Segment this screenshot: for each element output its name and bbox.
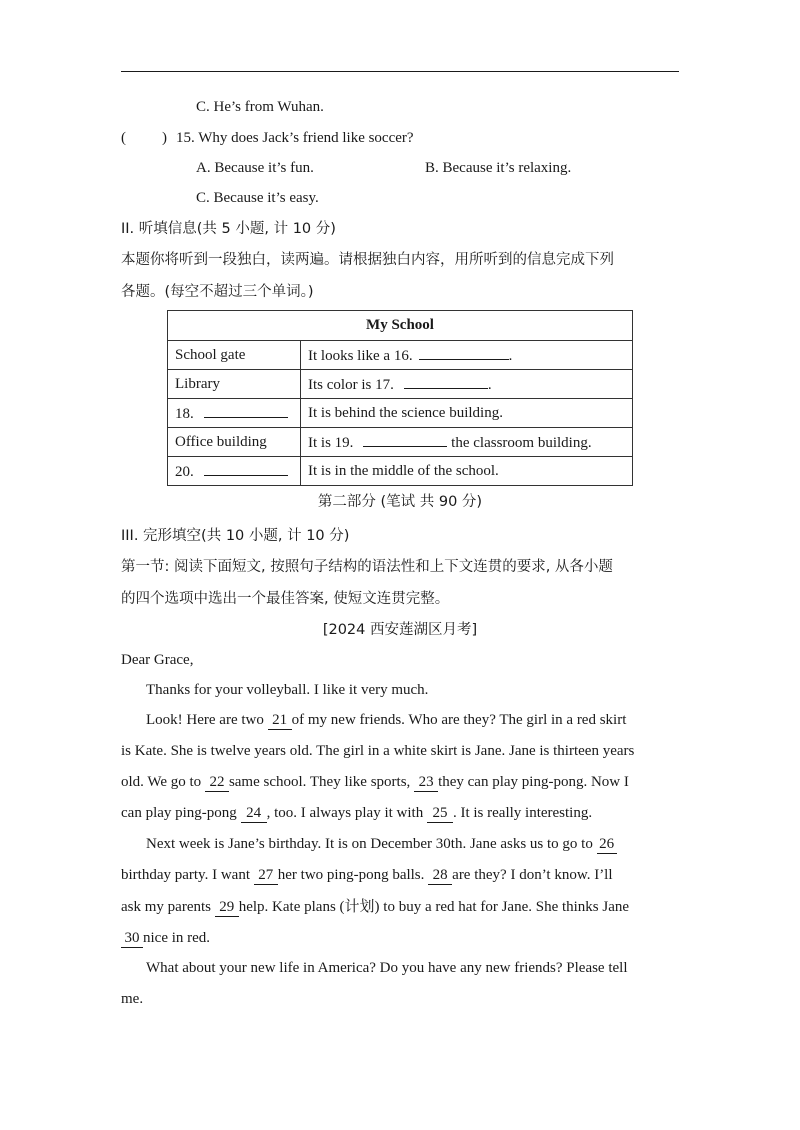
section3-heading: III. 完形填空(共 10 小题, 计 10 分) xyxy=(121,528,350,544)
letter-line-9: 30 nice in red. xyxy=(121,928,210,948)
cloze-blank-29[interactable]: 29 xyxy=(215,899,239,917)
my-school-table xyxy=(167,310,633,486)
cloze-blank-24[interactable]: 24 xyxy=(241,805,267,823)
letter-paragraph-1: Thanks for your volleyball. I like it very much. xyxy=(146,682,429,698)
row-content: It is behind the science building. xyxy=(301,399,633,428)
row-content: It looks like a 16. . xyxy=(301,341,633,370)
letter-line-3: is Kate. She is twelve years old. The girl in a white skirt is Jane. Jane is thirteen years xyxy=(121,743,635,759)
letter-line-11: me. xyxy=(121,991,144,1007)
row-content: Its color is 17. . xyxy=(301,370,633,399)
row-label: 18. xyxy=(168,399,301,428)
answer-blank-18[interactable] xyxy=(204,403,288,418)
cloze-blank-30[interactable]: 30 xyxy=(121,930,143,948)
table-row xyxy=(168,457,633,486)
row-label: 20. xyxy=(168,457,301,486)
cloze-blank-23[interactable]: 23 xyxy=(414,774,438,792)
table-row xyxy=(168,370,633,399)
letter-line-4: old. We go to 22 same school. They like sports, 23 they can play ping-pong. Now I xyxy=(121,774,629,790)
section3-instruction-line2: 的四个选项中选出一个最佳答案, 使短文连贯完整。 xyxy=(121,591,450,607)
row-label: Office building xyxy=(168,428,301,457)
table-title: My School xyxy=(168,311,633,341)
cloze-blank-28[interactable]: 28 xyxy=(428,867,452,885)
answer-blank-20[interactable] xyxy=(204,461,288,476)
top-rule xyxy=(121,71,679,72)
letter-line-10: What about your new life in America? Do you have any new friends? Please tell xyxy=(146,960,628,976)
table-row xyxy=(168,341,633,370)
cloze-blank-26[interactable]: 26 xyxy=(597,836,617,854)
row-label: School gate xyxy=(168,341,301,370)
letter-line-6: Next week is Jane’s birthday. It is on December 30th. Jane asks us to go to 26 xyxy=(146,834,617,854)
table-row xyxy=(168,399,633,428)
section3-instruction-line1: 第一节: 阅读下面短文, 按照句子结构的语法性和上下文连贯的要求, 从各小题 xyxy=(121,559,613,575)
table-row xyxy=(168,428,633,457)
answer-blank-16[interactable] xyxy=(419,345,509,360)
cloze-blank-27[interactable]: 27 xyxy=(254,867,278,885)
letter-greeting: Dear Grace, xyxy=(121,652,194,668)
q15-option-c: C. Because it’s easy. xyxy=(196,190,319,206)
q15-stem: 15. Why does Jack’s friend like soccer? xyxy=(176,130,414,146)
cloze-blank-22[interactable]: 22 xyxy=(205,774,229,792)
letter-line-8: ask my parents 29 help. Kate plans (计划) to buy a red hat for Jane. She thinks Jane xyxy=(121,899,630,915)
letter-line-2: Look! Here are two 21 of my new friends. Who are they? The girl in a red skirt xyxy=(146,712,627,728)
answer-blank-17[interactable] xyxy=(404,374,488,389)
part2-heading: 第二部分 (笔试 共 90 分) xyxy=(317,494,483,510)
section2-instruction-line1: 本题你将听到一段独白，读两遍。请根据独白内容，用所听到的信息完成下列 xyxy=(121,252,614,268)
q15-answer-paren: ( ) xyxy=(121,130,167,146)
q15-option-a: A. Because it’s fun. xyxy=(196,160,314,176)
letter-line-5: can play ping-pong 24 , too. I always play it with 25 . It is really interesting. xyxy=(121,805,593,821)
letter-line-7: birthday party. I want 27 her two ping-pong balls. 28 are they? I don’t know. I’ll xyxy=(121,867,613,883)
row-label: Library xyxy=(168,370,301,399)
section2-heading: II. 听填信息(共 5 小题, 计 10 分) xyxy=(121,221,336,237)
section2-instruction-line2: 各题。(每空不超过三个单词。) xyxy=(121,284,314,300)
cloze-blank-25[interactable]: 25 xyxy=(427,805,453,823)
q15-option-b: B. Because it’s relaxing. xyxy=(425,160,572,176)
row-content: It is 19. the classroom building. xyxy=(301,428,633,457)
q14-option-c: C. He’s from Wuhan. xyxy=(196,99,324,115)
row-content: It is in the middle of the school. xyxy=(301,457,633,486)
cloze-blank-21[interactable]: 21 xyxy=(268,712,292,730)
answer-blank-19[interactable] xyxy=(363,432,447,447)
passage-source: [2024 西安莲湖区月考] xyxy=(322,622,478,638)
